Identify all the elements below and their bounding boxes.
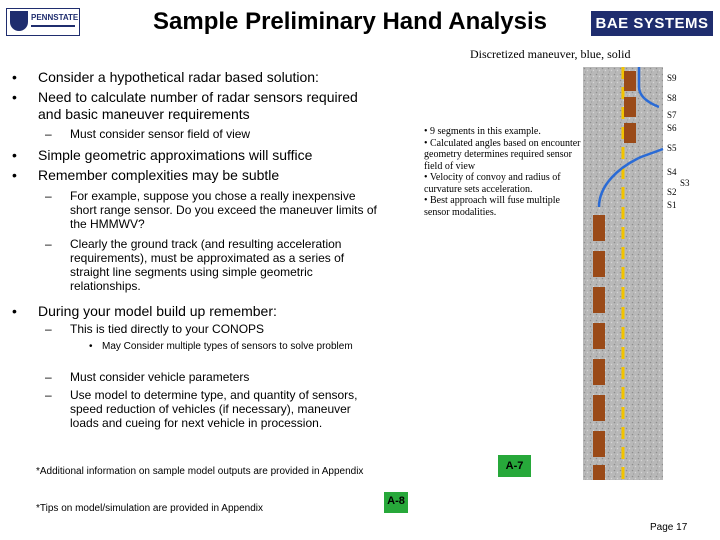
bullet-text: Simple geometric approximations will suffice [38,147,313,163]
bullet-item [12,303,398,320]
dash-mark: – [45,127,52,141]
bullet-item [12,147,398,164]
dot-mark: • [89,341,93,352]
segment-label: S8 [667,93,677,103]
segment-label: S3 [680,178,690,188]
bullet-text: Need to calculate number of radar sensors required and basic maneuver requirements [38,89,358,122]
bullet-text: Consider a hypothetical radar based solution: [38,69,319,85]
page-number: Page 17 [650,522,688,533]
bullet-item [12,89,378,123]
dash-mark: – [45,388,52,402]
dash-text: Clearly the ground track (and resulting acceleration requirements), must be approximated as a series of straight line segments using simple geometric relationships. [70,237,345,293]
pennstate-logo [6,8,80,36]
note-item: • Calculated angles based on encounter geometry determines required sensor field of view [424,137,581,172]
sub-bullet-item [89,341,362,352]
shield-icon [10,11,28,31]
vehicle [624,97,636,117]
bullet-item [12,69,418,86]
dash-text: This is tied directly to your CONOPS [70,322,265,336]
bullet-text: Remember complexities may be subtle [38,167,280,183]
segment-label: S9 [667,73,677,83]
dash-item [45,189,380,231]
note-item: • Velocity of convoy and radius of curvature sets acceleration. [424,172,561,195]
dash-item [45,370,390,384]
sub-bullet-text: May Consider multiple types of sensors to solve problem [102,341,353,352]
segment-label: S4 [667,167,677,177]
bullet-mark: • [12,147,17,163]
note-item: • Best approach will fuse multiple sensor modalities. [424,195,560,218]
segment-label: S5 [667,143,677,153]
vehicle [593,323,605,349]
dash-item [45,127,370,141]
diagram-notes [424,126,584,218]
dash-item [45,322,390,336]
dash-item [45,388,380,430]
appendix-note: *Additional information on sample model outputs are provided in Appendix [36,466,364,477]
dash-mark: – [45,322,52,336]
vehicle [593,215,605,241]
appendix-tag: A-8 [384,492,408,513]
dash-item [45,237,380,293]
bullet-text: During your model build up remember: [38,303,277,319]
bullet-mark: • [12,69,17,85]
appendix-tag: A-7 [498,455,531,477]
note-item: • 9 segments in this example. [424,126,541,137]
bullet-item [12,167,398,184]
appendix-note: *Tips on model/simulation are provided in Appendix [36,503,263,514]
dash-text: For example, suppose you chose a really inexpensive short range sensor. Do you exceed the maneuver limits of the HMMWV? [70,189,377,231]
segment-label: S2 [667,187,677,197]
vehicle [624,71,636,91]
segment-label: S1 [667,200,677,210]
vehicle [593,395,605,421]
dash-mark: – [45,370,52,384]
dash-mark: – [45,237,52,251]
vehicle [593,251,605,277]
bae-systems-logo: BAE SYSTEMS [591,11,713,36]
bullet-mark: • [12,303,17,319]
bullet-mark: • [12,167,17,183]
slide-title: Sample Preliminary Hand Analysis [153,8,547,35]
pennstate-logo-text: PENNSTATE [31,13,79,22]
figure-caption: Discretized maneuver, blue, solid [470,47,631,61]
dash-text: Must consider sensor field of view [70,127,251,141]
segment-label: S6 [667,123,677,133]
vehicle [593,287,605,313]
vehicle [624,123,636,143]
vehicle [593,431,605,457]
logo-divider [31,25,75,27]
dash-mark: – [45,189,52,203]
dash-text: Use model to determine type, and quantity of sensors, speed reduction of vehicles (if necessary), maneuver loads and cueing for next vehicle in procession. [70,388,358,430]
vehicle [593,359,605,385]
vehicle [593,465,605,480]
bullet-mark: • [12,89,17,105]
dash-text: Must consider vehicle parameters [70,370,250,384]
maneuver-diagram [583,67,720,480]
segment-label: S7 [667,110,677,120]
